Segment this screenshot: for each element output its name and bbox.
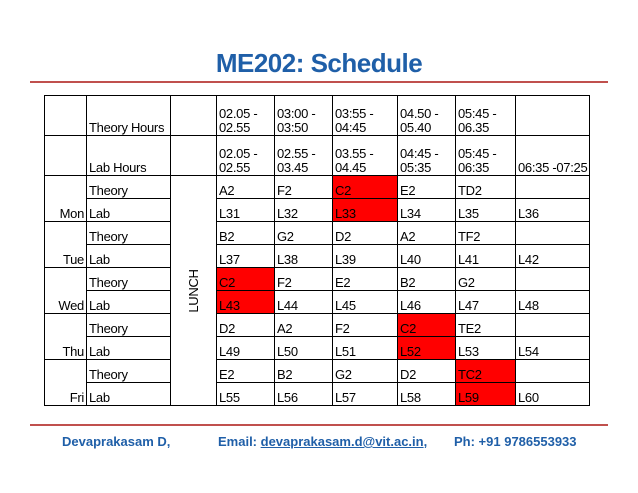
top-divider <box>30 81 608 83</box>
day-cell: Thu <box>45 337 87 360</box>
day-cell <box>45 360 87 383</box>
theory-type-label: Theory <box>87 314 171 337</box>
lab-slot-cell: L37 <box>217 245 275 268</box>
day-cell <box>45 268 87 291</box>
theory-slot-cell: G2 <box>456 268 516 291</box>
lunch-label: LUNCH <box>185 268 201 313</box>
theory-row <box>45 176 590 199</box>
day-cell: Mon <box>45 199 87 222</box>
theory-slot-cell: C2 <box>217 268 275 291</box>
theory-slot-cell: TD2 <box>456 176 516 199</box>
theory-type-label: Theory <box>87 360 171 383</box>
theory-slot-cell: D2 <box>398 360 456 383</box>
theory-slot-cell: C2 <box>398 314 456 337</box>
theory-hour-slot: 05:45 - 06.35 <box>456 96 516 136</box>
lab-row <box>45 245 590 268</box>
lab-slot-cell: L43 <box>217 291 275 314</box>
theory-slot-cell: D2 <box>333 222 398 245</box>
theory-slot-cell: A2 <box>217 176 275 199</box>
lab-slot-cell: L54 <box>516 337 590 360</box>
day-cell: Tue <box>45 245 87 268</box>
lunch-cell <box>171 176 217 406</box>
lab-slot-cell: L46 <box>398 291 456 314</box>
lab-slot-cell: L51 <box>333 337 398 360</box>
lab-hours-row <box>45 136 590 176</box>
lab-type-label: Lab <box>87 199 171 222</box>
email-suffix: , <box>423 434 428 449</box>
lab-slot-cell: L47 <box>456 291 516 314</box>
day-cell: Wed <box>45 291 87 314</box>
lab-slot-cell: L32 <box>275 199 333 222</box>
theory-slot-cell: B2 <box>398 268 456 291</box>
theory-slot-cell: F2 <box>275 176 333 199</box>
theory-slot-cell: TE2 <box>456 314 516 337</box>
lab-slot-cell: L58 <box>398 383 456 406</box>
day-cell <box>45 176 87 199</box>
lab-slot-cell: L48 <box>516 291 590 314</box>
theory-row <box>45 314 590 337</box>
theory-slot-cell <box>516 176 590 199</box>
theory-hours-row <box>45 96 590 136</box>
theory-slot-cell: C2 <box>333 176 398 199</box>
theory-hour-slot: 04.50 - 05.40 <box>398 96 456 136</box>
theory-slot-cell: TC2 <box>456 360 516 383</box>
footer-name: Devaprakasam D, <box>62 434 171 449</box>
lab-type-label: Lab <box>87 383 171 406</box>
theory-slot-cell: G2 <box>275 222 333 245</box>
theory-type-label: Theory <box>87 176 171 199</box>
lab-slot-cell: L45 <box>333 291 398 314</box>
lab-slot-cell: L50 <box>275 337 333 360</box>
footer-phone: Ph: +91 9786553933 <box>454 434 577 449</box>
theory-slot-cell: A2 <box>398 222 456 245</box>
theory-slot-cell: D2 <box>217 314 275 337</box>
theory-hours-label: Theory Hours <box>87 96 171 136</box>
lab-slot-cell: L31 <box>217 199 275 222</box>
lab-slot-cell: L53 <box>456 337 516 360</box>
lab-row <box>45 199 590 222</box>
theory-type-label: Theory <box>87 268 171 291</box>
lab-type-label: Lab <box>87 245 171 268</box>
lab-hour-slot: 04:45 - 05:35 <box>398 136 456 176</box>
day-rows <box>45 176 590 406</box>
theory-row <box>45 268 590 291</box>
email-label: Email: <box>218 434 261 449</box>
corner-cell <box>45 96 87 136</box>
lab-row <box>45 337 590 360</box>
corner-cell <box>45 136 87 176</box>
lab-type-label: Lab <box>87 291 171 314</box>
lunch-header-cell <box>171 136 217 176</box>
theory-slot-cell: B2 <box>217 222 275 245</box>
theory-slot-cell: G2 <box>333 360 398 383</box>
lab-slot-cell: L35 <box>456 199 516 222</box>
lab-slot-cell: L40 <box>398 245 456 268</box>
theory-row <box>45 360 590 383</box>
lab-slot-cell: L60 <box>516 383 590 406</box>
lab-type-label: Lab <box>87 337 171 360</box>
theory-slot-cell <box>516 314 590 337</box>
lab-slot-cell: L52 <box>398 337 456 360</box>
lab-slot-cell: L59 <box>456 383 516 406</box>
lab-hour-slot: 02.55 - 03.45 <box>275 136 333 176</box>
lab-slot-cell: L42 <box>516 245 590 268</box>
lab-hour-slot: 02.05 - 02.55 <box>217 136 275 176</box>
lab-slot-cell: L34 <box>398 199 456 222</box>
lab-slot-cell: L33 <box>333 199 398 222</box>
theory-slot-cell: E2 <box>217 360 275 383</box>
theory-row <box>45 222 590 245</box>
theory-slot-cell: B2 <box>275 360 333 383</box>
lab-slot-cell: L41 <box>456 245 516 268</box>
lab-slot-cell: L39 <box>333 245 398 268</box>
schedule-table <box>44 95 590 406</box>
theory-slot-cell: E2 <box>398 176 456 199</box>
day-cell <box>45 222 87 245</box>
email-link[interactable]: devaprakasam.d@vit.ac.in <box>260 434 424 449</box>
theory-hour-slot <box>516 96 590 136</box>
day-cell <box>45 314 87 337</box>
theory-slot-cell: F2 <box>275 268 333 291</box>
lab-slot-cell: L38 <box>275 245 333 268</box>
day-cell: Fri <box>45 383 87 406</box>
theory-slot-cell <box>516 360 590 383</box>
theory-type-label: Theory <box>87 222 171 245</box>
lab-hours-label: Lab Hours <box>87 136 171 176</box>
theory-slot-cell <box>516 222 590 245</box>
lunch-header-cell <box>171 96 217 136</box>
lab-hour-slot: 03.55 - 04.45 <box>333 136 398 176</box>
lab-slot-cell: L55 <box>217 383 275 406</box>
bottom-divider <box>30 424 608 426</box>
footer-email <box>218 434 427 449</box>
lab-slot-cell: L44 <box>275 291 333 314</box>
lab-row <box>45 383 590 406</box>
theory-slot-cell: E2 <box>333 268 398 291</box>
lab-slot-cell: L57 <box>333 383 398 406</box>
lab-slot-cell: L36 <box>516 199 590 222</box>
page-title: ME202: Schedule <box>215 48 423 78</box>
lab-slot-cell: L56 <box>275 383 333 406</box>
lab-slot-cell: L49 <box>217 337 275 360</box>
theory-hour-slot: 03:55 - 04:45 <box>333 96 398 136</box>
theory-slot-cell: TF2 <box>456 222 516 245</box>
theory-slot-cell: A2 <box>275 314 333 337</box>
theory-slot-cell <box>516 268 590 291</box>
theory-hour-slot: 02.05 - 02.55 <box>217 96 275 136</box>
theory-hour-slot: 03:00 - 03:50 <box>275 96 333 136</box>
lab-row <box>45 291 590 314</box>
lab-hour-slot: 06:35 -07:25 <box>516 136 590 176</box>
theory-slot-cell: F2 <box>333 314 398 337</box>
lab-hour-slot: 05:45 - 06:35 <box>456 136 516 176</box>
